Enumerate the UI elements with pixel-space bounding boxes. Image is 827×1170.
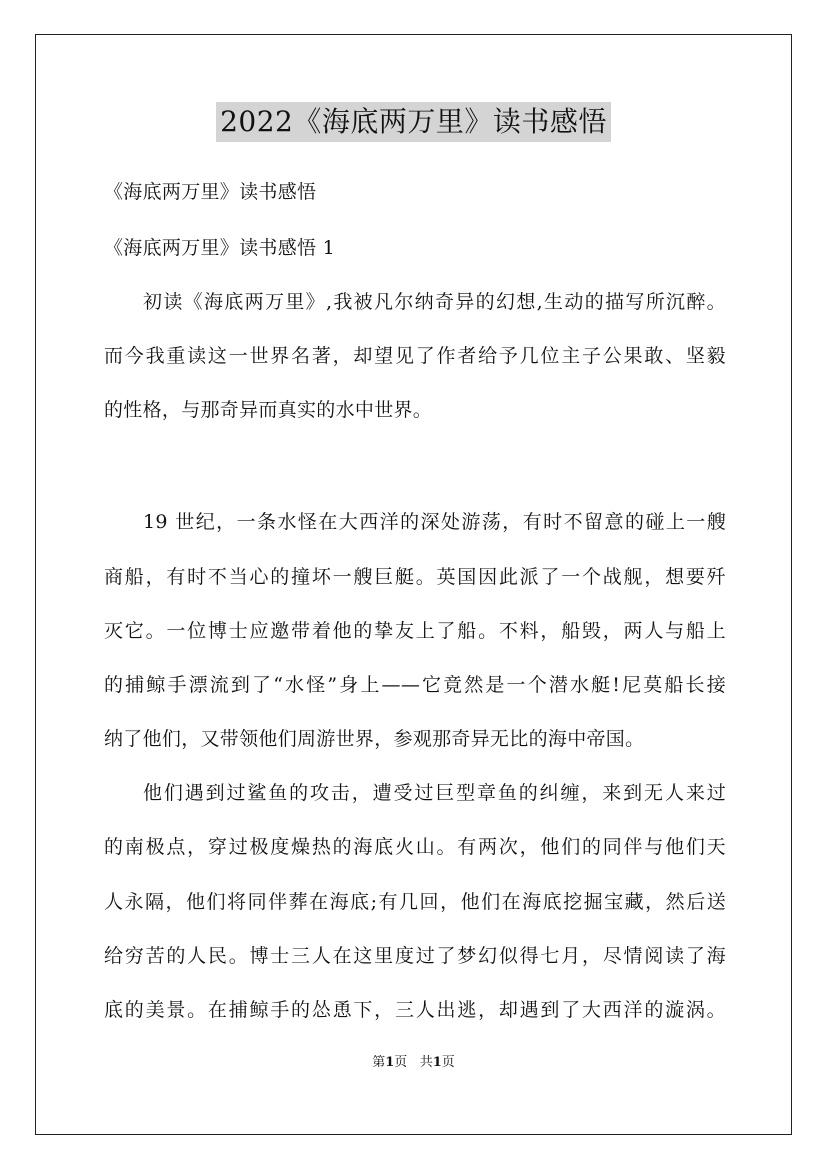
paragraph-1-line-3: 的性格，与那奇异而真实的水中世界。 [104, 399, 433, 421]
paragraph-2-line-3: 灭它。一位博士应邀带着他的挚友上了船。不料，船毁，两人与船上 [104, 620, 726, 642]
paragraph-2-line-1: 19 世纪，一条水怪在大西洋的深处游荡，有时不留意的碰上一艘 [143, 511, 726, 533]
footer-total-prefix: 共 [419, 1055, 433, 1070]
paragraph-2-line-5: 纳了他们，又带领他们周游世界，参观那奇异无比的海中帝国。 [104, 728, 645, 750]
footer-page-unit: 页 [394, 1055, 408, 1070]
paragraph-3-line-3: 人永隔，他们将同伴葬在海底;有几回，他们在海底挖掘宝藏，然后送 [104, 891, 726, 913]
document-title [0, 102, 827, 142]
paragraph-3-line-1: 他们遇到过鲨鱼的攻击，遭受过巨型章鱼的纠缠，来到无人来过 [143, 782, 726, 804]
footer-page-total: 1 [432, 1055, 442, 1070]
paragraph-2-line-2: 商船，有时不当心的撞坏一艘巨艇。英国因此派了一个战舰，想要歼 [104, 566, 726, 588]
paragraph-3-line-2: 的南极点，穿过极度燥热的海底火山。有两次，他们的同伴与他们天 [104, 836, 726, 858]
footer-page-prefix: 第 [372, 1055, 386, 1070]
paragraph-3-line-4: 给穷苦的人民。博士三人在这里度过了梦幻似得七月，尽情阅读了海 [104, 945, 726, 967]
paragraph-3-line-5: 底的美景。在捕鲸手的怂恿下，三人出逃，却遇到了大西洋的漩涡。 [104, 999, 726, 1021]
footer-total-unit: 页 [441, 1055, 455, 1070]
paragraph-1-line-2: 而今我重读这一世界名著，却望见了作者给予几位主子公果敢、坚毅 [104, 345, 726, 367]
document-title-text: 2022《海底两万里》读书感悟 [216, 102, 611, 142]
footer-page-current: 1 [385, 1055, 395, 1070]
subtitle-2: 《海底两万里》读书感悟 1 [104, 237, 336, 259]
page-footer [0, 1054, 827, 1072]
paragraph-2-line-4: 的捕鲸手漂流到了“水怪”身上——它竟然是一个潜水艇!尼莫船长接 [104, 674, 726, 696]
subtitle-1: 《海底两万里》读书感悟 [104, 181, 317, 203]
paragraph-1-line-1: 初读《海底两万里》,我被凡尔纳奇异的幻想,生动的描写所沉醉。 [143, 291, 726, 313]
